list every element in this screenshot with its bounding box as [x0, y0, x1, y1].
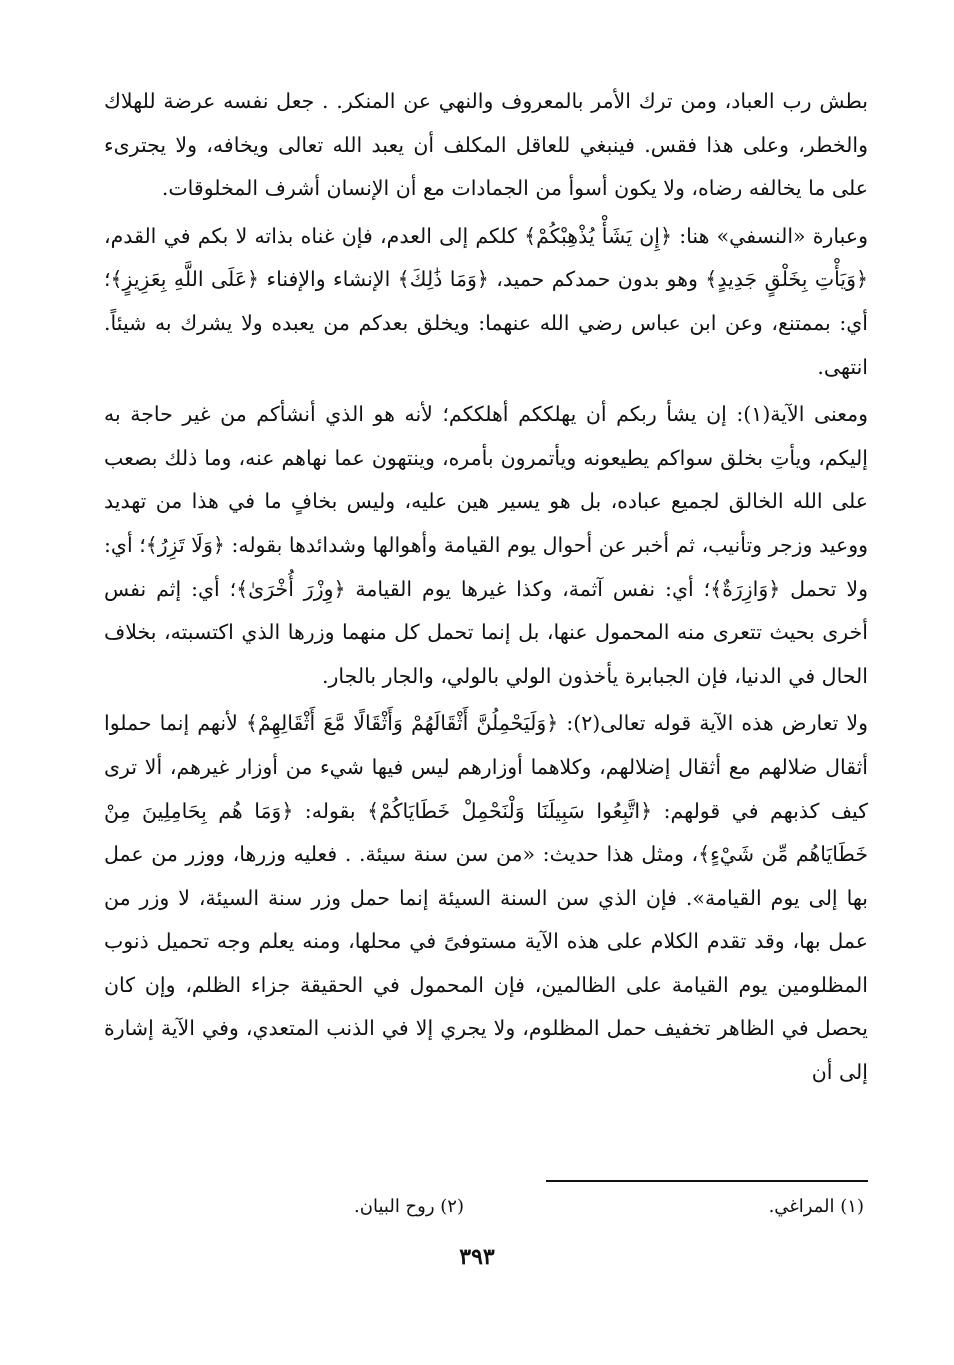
paragraph-3: ومعنى الآية(١): إن يشأ ربكم أن يهلككم أهلككم؛ لأنه هو الذي أنشأكم من غير حاجة به إليكم، ويأتِ بخلق سواكم يطيعونه ويأتمرون بأمره، وينتهون عما نهاهم عنه، وما ذلك بصعب على الله الخالق لجميع عباده، بل هو يسير هين عليه، وليس بخافٍ ما في هذا من تهديد ووعيد وزجر وتأنيب، ثم أخبر عن أحوال يوم القيامة وأهوالها وشدائدها بقوله: ﴿وَلَا تَزِرُ﴾؛ أي: ولا تحمل ﴿وَازِرَةٌ﴾؛ أي: نفس آثمة، وكذا غيرها يوم القيامة ﴿وِزْرَ أُخْرَىٰ﴾؛ أي: إثم نفس أخرى بحيث تتعرى منه المحمول عنها، بل إنما تحمل كل منهما وزرها الذي اكتسبته، بخلاف الحال في الدنيا، فإن الجبابرة يأخذون الولي بالولي، والجار بالجار.	[104, 402, 868, 688]
paragraph-4: ولا تعارض هذه الآية قوله تعالى(٢): ﴿وَلَيَحْمِلُنَّ أَثْقَالَهُمْ وَأَثْقَالًا مَّعَ أَثْقَالِهِمْ﴾ لأنهم إنما حملوا أثقال ضلالهم مع أثقال إضلالهم، وكلاهما أوزارهم ليس فيها شيء من أوزار غيرهم، ألا ترى كيف كذبهم في قولهم: ﴿اتَّبِعُوا سَبِيلَنَا وَلْنَحْمِلْ خَطَايَاكُمْ﴾ بقوله: ﴿وَمَا هُم بِحَامِلِينَ مِنْ خَطَايَاهُم مِّن شَيْءٍ﴾، ومثل هذا حديث: «من سن سنة سيئة. . فعليه وزرها، ووزر من عمل بها إلى يوم القيامة». فإن الذي سن السنة السيئة إنما حمل وزر سنة السيئة، لا وزر من عمل بها، وقد تقدم الكلام على هذه الآية مستوفىً في محلها، ومنه يعلم وجه تحميل ذنوب المظلومين يوم القيامة على الظالمين، فإن المحمول في الحقيقة جزاء الظلم، وإن كان يحصل في الظاهر تخفيف حمل المظلوم، ولا يجري إلا في الذنب المتعدي، وفي الآية إشارة إلى أن	[104, 711, 868, 1085]
footnote-2: (٢) روح البيان.	[354, 1196, 464, 1217]
paragraph-2: وعبارة «النسفي» هنا: ﴿إِن يَشَأْ يُذْهِبْكُمْ﴾ كلكم إلى العدم، فإن غناه بذاته لا بكم في القدم، ﴿وَيَأْتِ بِخَلْقٍ جَدِيدٍ﴾ وهو بدون حمدكم حميد، ﴿وَمَا ذَٰلِكَ﴾ الإنشاء والإفناء ﴿عَلَى اللَّهِ بِعَزِيزٍ﴾؛ أي: بممتنع، وعن ابن عباس رضي الله عنهما: ويخلق بعدكم من يعبده ولا يشرك به شيئاً. انتهى.	[104, 223, 868, 379]
paragraph-1: بطش رب العباد، ومن ترك الأمر بالمعروف والنهي عن المنكر. . جعل نفسه عرضة للهلاك والخطر، وعلى هذا فقس. فينبغي للعاقل المكلف أن يعبد الله تعالى ويخافه، ولا يجترىء على ما يخالفه رضاه، ولا يكون أسوأ من الجمادات مع أن الإنسان أشرف المخلوقات.	[104, 89, 868, 201]
footnote-divider	[546, 1180, 868, 1182]
footnotes	[104, 1196, 864, 1217]
footnote-1: (١) المراغي.	[768, 1196, 864, 1217]
page-number: ٣٩٣	[459, 1244, 495, 1270]
